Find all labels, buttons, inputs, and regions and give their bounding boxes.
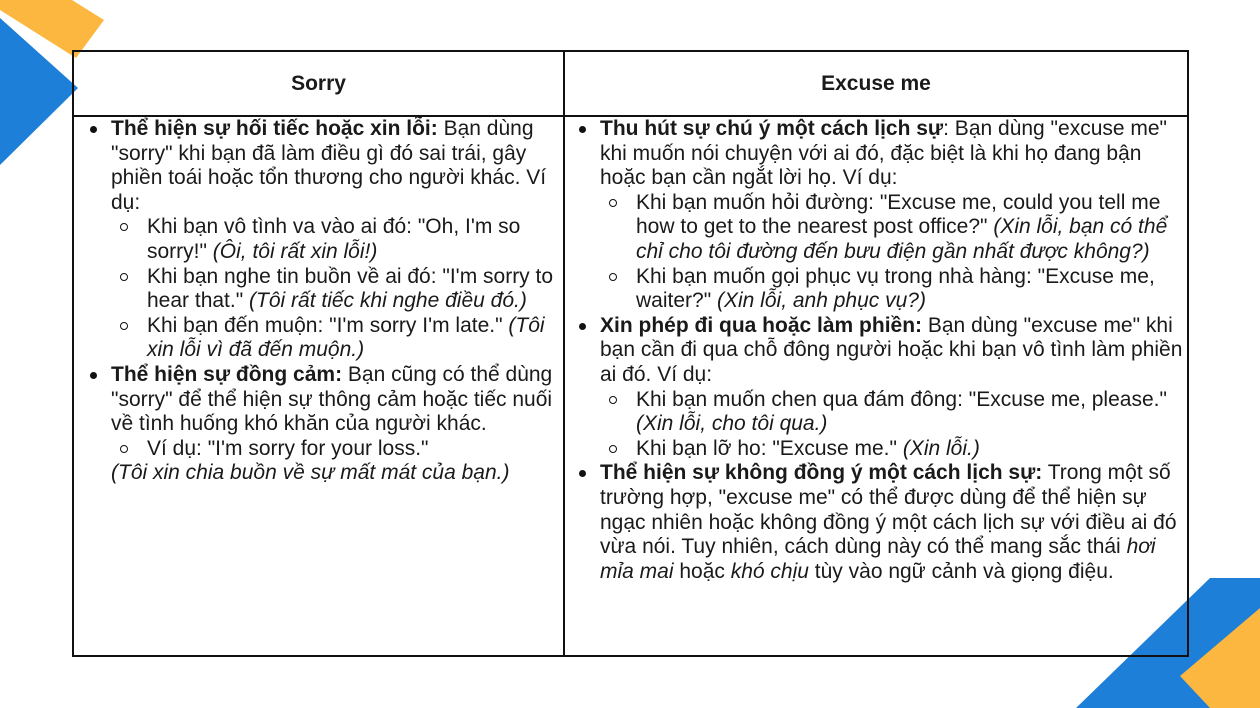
example-item: [600, 191, 1183, 265]
usage-title: Thể hiện sự hối tiếc hoặc xin lỗi:: [111, 117, 438, 140]
usage-title: Xin phép đi qua hoặc làm phiền:: [600, 313, 923, 337]
example-text: Khi bạn muốn hỏi đường: "Excuse me, could you tell me how to get to the nearest post office?": [636, 190, 1161, 239]
example-translation: (Xin lỗi, bạn có thể chỉ cho tôi đường đến bưu điện gần nhất được không?): [636, 215, 1168, 263]
example-translation: (Tôi xin lỗi vì đã đến muộn.): [147, 313, 545, 362]
example-text: Khi bạn lỡ ho: "Excuse me.": [636, 436, 903, 460]
usage-title: Thể hiện sự đồng cảm:: [111, 362, 343, 386]
example-text: Khi bạn muốn gọi phục vụ trong nhà hàng: "Excuse me, waiter?": [636, 264, 1155, 313]
example-item: [600, 388, 1183, 437]
example-item: Ví dụ: "I'm sorry for your loss.": [111, 437, 562, 462]
example-translation: (Xin lỗi.): [902, 436, 980, 460]
usage-text: Bạn dùng "excuse me" khi bạn cần đi qua chỗ đông người hoặc khi bạn vô tình làm phiền ai đó. Ví dụ:: [600, 313, 1183, 386]
example-translation: (Xin lỗi, anh phục vụ?): [717, 289, 926, 313]
header-excuse-me: Excuse me: [821, 71, 931, 95]
usage-text-mid: hoặc: [673, 559, 731, 583]
excuse-me-cell: [573, 117, 1183, 655]
usage-text-end: tùy vào ngữ cảnh và giọng điệu.: [808, 559, 1114, 583]
header-sorry: Sorry: [291, 71, 346, 95]
sorry-usage-sympathy: [84, 363, 562, 461]
example-item: [111, 215, 562, 264]
usage-text: : Bạn dùng "excuse me" khi muốn nói chuyện với ai đó, đặc biệt là khi họ đang bận hoặc bạn cần ngắt lời họ. Ví dụ:: [600, 117, 1168, 190]
example-text: Khi bạn nghe tin buồn về ai đó: "I'm sorry to hear that.": [147, 264, 554, 313]
example-text: Khi bạn vô tình va vào ai đó: "Oh, I'm so sorry!": [147, 215, 521, 263]
example-item: [111, 265, 562, 314]
usage-text: Bạn cũng có thể dùng "sorry" để thể hiện sự thông cảm hoặc tiếc nuối về tình huống khó khăn của người khác.: [111, 362, 553, 436]
sorry-usage-apology: [84, 117, 562, 363]
usage-title: Thể hiện sự không đồng ý một cách lịch sự:: [600, 461, 1043, 485]
example-text: Khi bạn đến muộn: "I'm sorry I'm late.": [147, 313, 509, 337]
column-divider: [563, 52, 565, 655]
example-item: [111, 314, 562, 363]
usage-italic-annoyed: khó chịu: [730, 559, 809, 583]
example-item: [600, 265, 1183, 314]
example-translation: (Tôi xin chia buồn về sự mất mát của bạn.): [111, 461, 510, 485]
excuse-usage-attention: [573, 117, 1183, 314]
usage-italic-sarcastic: hơi mỉa mai: [600, 535, 1156, 583]
excuse-usage-disagreement: [573, 461, 1183, 584]
usage-text: Bạn dùng "sorry" khi bạn đã làm điều gì đó sai trái, gây phiền toái hoặc tổn thương cho người khác. Ví dụ:: [111, 117, 547, 214]
example-translation: (Tôi rất tiếc khi nghe điều đó.): [249, 289, 527, 313]
excuse-usage-pass-by: [573, 314, 1183, 462]
example-item: [600, 437, 1183, 462]
example-translation: (Ôi, tôi rất xin lỗi!): [212, 239, 378, 263]
example-text: Khi bạn muốn chen qua đám đông: "Excuse me, please.": [636, 387, 1167, 411]
example-translation: (Xin lỗi, cho tôi qua.): [636, 412, 828, 436]
sorry-cell: [84, 117, 562, 655]
comparison-table: [72, 50, 1189, 657]
usage-title: Thu hút sự chú ý một cách lịch sự: [600, 117, 944, 140]
usage-text: Trong một số trường hợp, "excuse me" có thể được dùng để thể hiện sự ngạc nhiên hoặc không đồng ý một cách lịch sự với điều ai đó vừa nói. Tuy nhiên, cách dùng này có thể mang sắc thái: [600, 461, 1177, 559]
